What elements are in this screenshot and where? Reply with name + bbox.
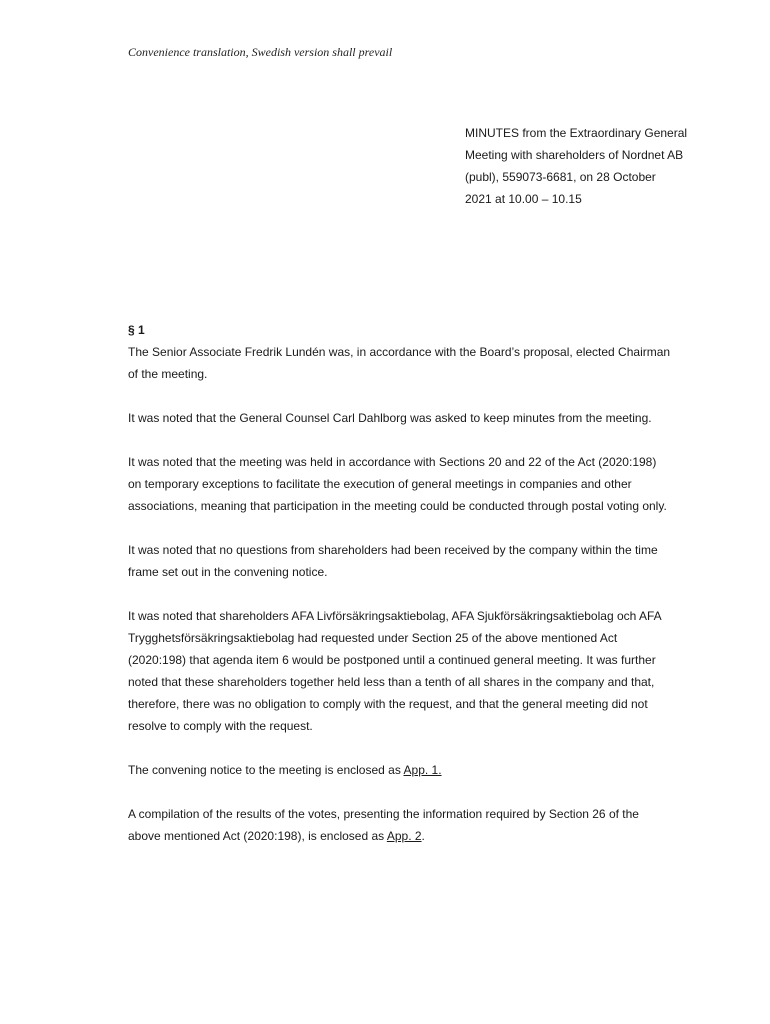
paragraph-legal-basis (128, 451, 703, 517)
paragraph-questions (128, 539, 703, 583)
title-line: (publ), 559073-6681, on 28 October (465, 170, 656, 184)
text-line: noted that these shareholders together held less than a tenth of all shares in the company and that, (128, 675, 655, 689)
appendix-2-link[interactable]: App. 2 (386, 829, 422, 843)
vote-results-text: above mentioned Act (2020:198), is enclosed as (128, 829, 387, 843)
text-line: (2020:198) that agenda item 6 would be postponed until a continued general meeting. It was further (128, 653, 656, 667)
text-line: It was noted that shareholders AFA Livförsäkringsaktiebolag, AFA Sjukförsäkringsaktiebolag och AFA (128, 609, 662, 623)
paragraph-vote-results (128, 803, 703, 847)
text-line: The Senior Associate Fredrik Lundén was, in accordance with the Board’s proposal, elected Chairman (128, 345, 671, 359)
paragraph-chairman (128, 341, 703, 385)
sentence-end: . (421, 829, 425, 843)
title-line: 2021 at 10.00 – 10.15 (465, 192, 582, 206)
text-line: It was noted that no questions from shareholders had been received by the company within the time (128, 543, 658, 557)
title-line: Meeting with shareholders of Nordnet AB (465, 148, 684, 162)
text-line: of the meeting. (128, 367, 208, 381)
text-line: Trygghetsförsäkringsaktiebolag had requested under Section 25 of the above mentioned Act (128, 631, 618, 645)
text-line: It was noted that the General Counsel Carl Dahlborg was asked to keep minutes from the meeting. (128, 411, 652, 425)
appendix-1-link[interactable]: App. 1. (403, 763, 442, 777)
text-line: resolve to comply with the request. (128, 719, 313, 733)
translation-note: Convenience translation, Swedish version shall prevail (128, 45, 393, 59)
text-line: associations, meaning that participation in the meeting could be conducted through postal voting only. (128, 499, 667, 513)
text-line: It was noted that the meeting was held in accordance with Sections 20 and 22 of the Act (2020:198) (128, 455, 657, 469)
paragraph-minutes-keeper (128, 407, 703, 429)
minutes-body (128, 319, 703, 869)
convening-notice-text: The convening notice to the meeting is enclosed as (128, 763, 404, 777)
title-line: MINUTES from the Extraordinary General (465, 126, 688, 140)
text-line: A compilation of the results of the votes, presenting the information required by Section 26 of the (128, 807, 639, 821)
section-heading: § 1 (128, 323, 145, 337)
minutes-title-block (465, 122, 715, 210)
text-line: therefore, there was no obligation to comply with the request, and that the general meeting did not (128, 697, 648, 711)
text-line (128, 825, 703, 847)
text-line: frame set out in the convening notice. (128, 565, 328, 579)
text-line (128, 759, 703, 781)
paragraph-convening-notice (128, 759, 703, 781)
text-line: on temporary exceptions to facilitate the execution of general meetings in companies and other (128, 477, 632, 491)
paragraph-shareholder-request (128, 605, 703, 737)
